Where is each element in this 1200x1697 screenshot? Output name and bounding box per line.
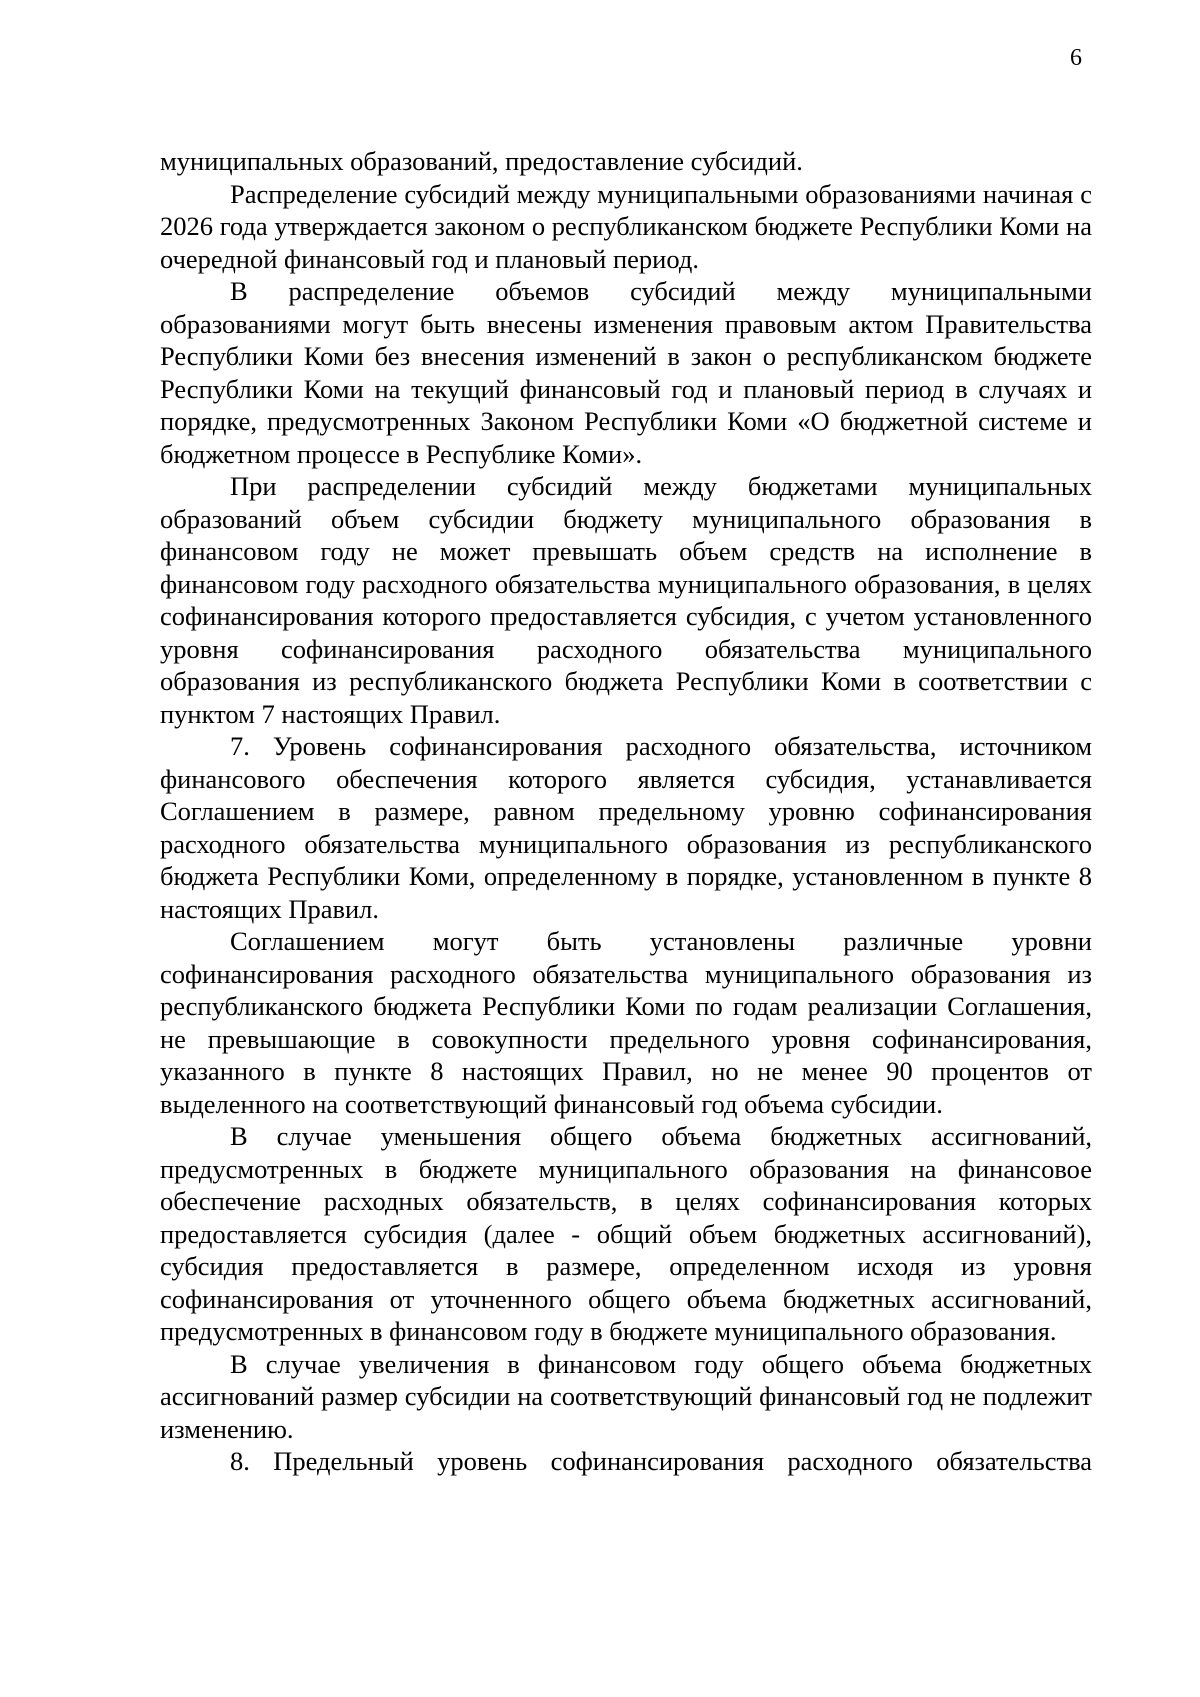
paragraph-increase-case: В случае увеличения в финансовом году общего объема бюджетных ассигнований размер субсидии на соответствующий финансовый год не подлежит изменению.: [160, 1348, 1092, 1444]
paragraph-continuation: муниципальных образований, предоставление субсидий.: [160, 146, 803, 176]
page-number: 6: [1070, 45, 1082, 71]
paragraph-item-8: 8. Предельный уровень софинансирования расходного обязательства: [230, 1446, 1092, 1476]
paragraph-distribution-changes: В распределение объемов субсидий между муниципальными образованиями могут быть внесены изменения правовым актом Правительства Республики Коми без внесения изменений в закон о республиканском бюджете Республики Коми на текущий финансовый год и плановый период в случаях и порядке, предусмотренных Законом Республики Коми «О бюджетной системе и бюджетном процессе в Республике Коми».: [160, 276, 1092, 469]
paragraph-distribution-law: Распределение субсидий между муниципальными образованиями начиная с 2026 года утверждается законом о республиканском бюджете Республики Коми на очередной финансовый год и плановый период.: [160, 178, 1092, 274]
document-body: [160, 145, 1092, 1478]
paragraph-item-7: 7. Уровень софинансирования расходного обязательства, источником финансового обеспечения которого является субсидия, устанавливается Соглашением в размере, равном предельному уровню софинансирования расходного обязательства муниципального образования из республиканского бюджета Республики Коми, определенному в порядке, установленном в пункте 8 настоящих Правил.: [160, 731, 1092, 924]
paragraph-subsidy-limit: При распределении субсидий между бюджетами муниципальных образований объем субсидии бюджету муниципального образования в финансовом году не может превышать объем средств на исполнение в финансовом году расходного обязательства муниципального образования, в целях софинансирования которого предоставляется субсидия, с учетом установленного уровня софинансирования расходного обязательства муниципального образования из республиканского бюджета Республики Коми в соответствии с пунктом 7 настоящих Правил.: [160, 471, 1092, 729]
paragraph-decrease-case: В случае уменьшения общего объема бюджетных ассигнований, предусмотренных в бюджете муниципального образования на финансовое обеспечение расходных обязательств, в целях софинансирования которых предоставляется субсидия (далее - общий объем бюджетных ассигнований), субсидия предоставляется в размере, определенном исходя из уровня софинансирования от уточненного общего объема бюджетных ассигнований, предусмотренных в финансовом году в бюджете муниципального образования.: [160, 1121, 1092, 1346]
paragraph-agreement-levels: Соглашением могут быть установлены различные уровни софинансирования расходного обязательства муниципального образования из республиканского бюджета Республики Коми по годам реализации Соглашения, не превышающие в совокупности предельного уровня софинансирования, указанного в пункте 8 настоящих Правил, но не менее 90 процентов от выделенного на соответствующий финансовый год объема субсидии.: [160, 926, 1092, 1119]
